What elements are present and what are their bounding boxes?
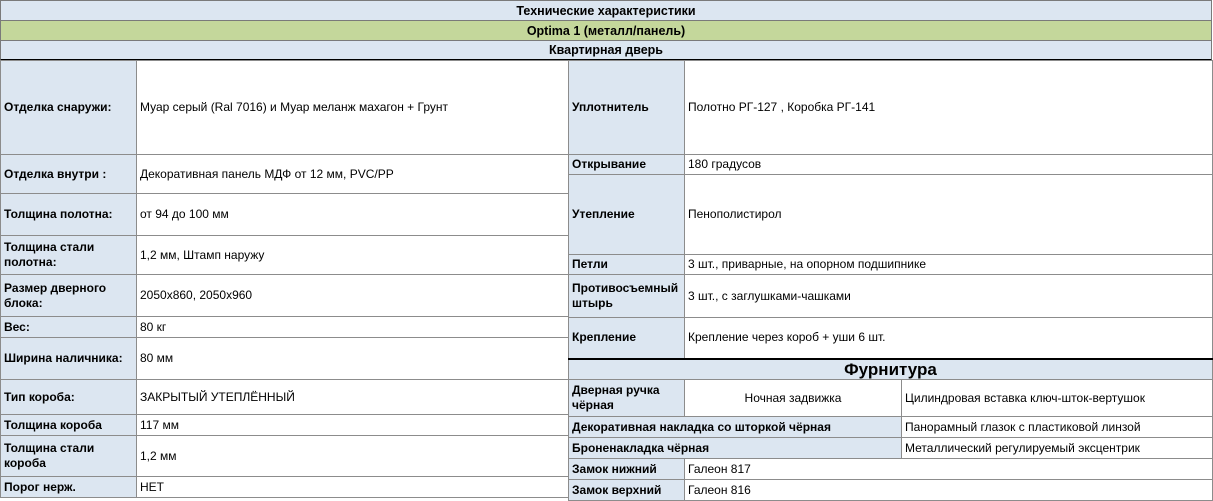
lock-upper-value[interactable]: Галеон 816 xyxy=(685,480,1213,501)
table-row xyxy=(1,155,570,194)
spec-label: Открывание xyxy=(569,155,685,175)
table-row xyxy=(1,236,570,275)
table-row xyxy=(569,438,1213,459)
spec-value[interactable]: 1,2 мм xyxy=(137,436,570,477)
spec-label: Крепление xyxy=(569,318,685,359)
spec-value[interactable]: 80 кг xyxy=(137,317,570,338)
armor-label: Броненакладка чёрная xyxy=(569,438,902,459)
spec-label: Противосъемный штырь xyxy=(569,275,685,318)
spec-value[interactable]: ЗАКРЫТЫЙ УТЕПЛЁННЫЙ xyxy=(137,380,570,415)
spec-label: Толщина короба xyxy=(1,415,137,436)
table-row xyxy=(1,380,570,415)
spec-label: Толщина стали короба xyxy=(1,436,137,477)
right-spec-table xyxy=(568,60,1213,501)
table-row xyxy=(1,338,570,380)
spec-value[interactable]: Пенополистирол xyxy=(685,175,1213,255)
spec-value[interactable]: 1,2 мм, Штамп наружу xyxy=(137,236,570,275)
lock-upper-label: Замок верхний xyxy=(569,480,685,501)
door-type-title: Квартирная дверь xyxy=(0,40,1212,61)
night-latch-value[interactable]: Ночная задвижка xyxy=(685,380,902,417)
cylinder-value[interactable]: Цилиндровая вставка ключ-шток-вертушок xyxy=(902,380,1213,417)
spec-value[interactable]: 2050х860, 2050х960 xyxy=(137,275,570,317)
spec-value[interactable]: 80 мм xyxy=(137,338,570,380)
spec-value[interactable]: 3 шт., с заглушками-чашками xyxy=(685,275,1213,318)
table-row xyxy=(1,477,570,498)
spec-label: Отделка внутри : xyxy=(1,155,137,194)
spec-value[interactable]: 180 градусов xyxy=(685,155,1213,175)
lock-lower-label: Замок нижний xyxy=(569,459,685,480)
table-row xyxy=(1,275,570,317)
table-row xyxy=(1,194,570,236)
table-row xyxy=(1,61,570,155)
table-row xyxy=(569,380,1213,417)
spec-label: Отделка снаружи: xyxy=(1,61,137,155)
table-row xyxy=(569,417,1213,438)
spec-value[interactable]: Полотно РГ-127 , Коробка РГ-141 xyxy=(685,61,1213,155)
table-row xyxy=(569,480,1213,501)
spec-label: Толщина стали полотна: xyxy=(1,236,137,275)
table-row xyxy=(569,255,1213,275)
peephole-value[interactable]: Панорамный глазок с пластиковой линзой xyxy=(902,417,1213,438)
table-row xyxy=(569,318,1213,359)
table-row xyxy=(569,61,1213,155)
handle-label: Дверная ручка чёрная xyxy=(569,380,685,417)
overlay-label: Декоративная накладка со шторкой чёрная xyxy=(569,417,902,438)
spec-value-text: от 94 до 100 мм xyxy=(140,207,229,221)
spec-label: Ширина наличника: xyxy=(1,338,137,380)
table-row xyxy=(569,275,1213,318)
spec-value-active-cell[interactable] xyxy=(137,194,570,236)
table-row xyxy=(569,359,1213,380)
spec-label: Толщина полотна: xyxy=(1,194,137,236)
spec-label: Утепление xyxy=(569,175,685,255)
sheet-title: Технические характеристики xyxy=(0,0,1212,21)
spec-value[interactable]: Муар серый (Ral 7016) и Муар меланж махагон + Грунт xyxy=(137,61,570,155)
furniture-title: Фурнитура xyxy=(569,359,1213,380)
lock-lower-value[interactable]: Галеон 817 xyxy=(685,459,1213,480)
spec-label: Уплотнитель xyxy=(569,61,685,155)
table-row xyxy=(1,317,570,338)
eccentric-value[interactable]: Металлический регулируемый эксцентрик xyxy=(902,438,1213,459)
spec-value[interactable]: Крепление через короб + уши 6 шт. xyxy=(685,318,1213,359)
table-row xyxy=(569,459,1213,480)
spec-label: Петли xyxy=(569,255,685,275)
spec-label: Вес: xyxy=(1,317,137,338)
left-spec-table xyxy=(0,60,571,498)
spec-label: Тип короба: xyxy=(1,380,137,415)
spec-label: Размер дверного блока: xyxy=(1,275,137,317)
model-title: Optima 1 (металл/панель) xyxy=(0,20,1212,41)
spec-value[interactable]: 3 шт., приварные, на опорном подшипнике xyxy=(685,255,1213,275)
table-row xyxy=(569,175,1213,255)
spec-label: Порог нерж. xyxy=(1,477,137,498)
table-row xyxy=(1,415,570,436)
spec-value[interactable]: НЕТ xyxy=(137,477,570,498)
table-row xyxy=(569,155,1213,175)
spec-value[interactable]: Декоративная панель МДФ от 12 мм, PVC/PP xyxy=(137,155,570,194)
table-row xyxy=(1,436,570,477)
spec-value[interactable]: 117 мм xyxy=(137,415,570,436)
